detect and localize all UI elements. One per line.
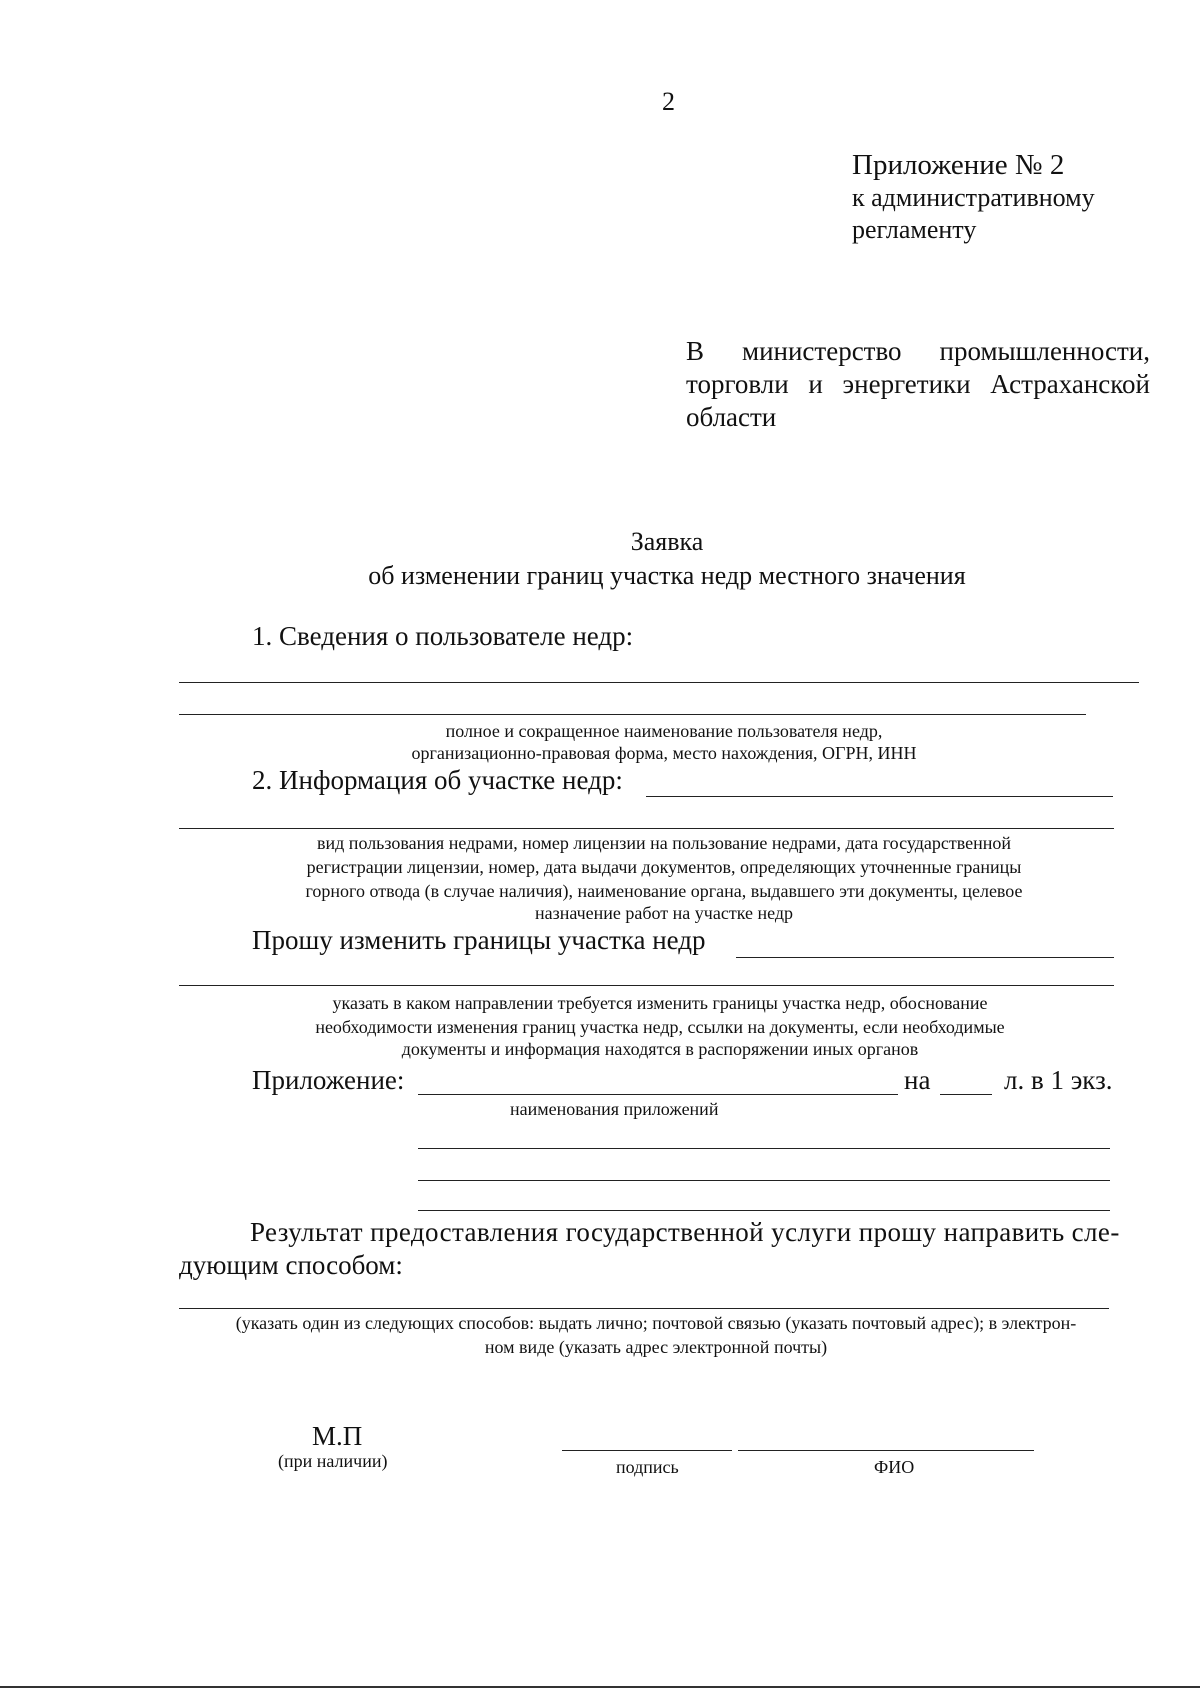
section2-label: 2. Информация об участке недр:: [252, 765, 623, 795]
stamp-label: М.П: [312, 1421, 363, 1451]
addressee-block: [686, 335, 1150, 434]
signature-field[interactable]: [562, 1450, 732, 1451]
name-label: ФИО: [874, 1457, 915, 1477]
addressee-line2: торговли и энергетики Астраханской: [686, 369, 1150, 399]
section1-field-line2[interactable]: [179, 714, 1086, 715]
document-subtitle: об изменении границ участка недр местного значения: [368, 561, 966, 590]
signature-label: подпись: [616, 1457, 679, 1477]
section1-hint-line1: полное и сокращенное наименование пользователя недр,: [445, 721, 883, 741]
attachment-label: Приложение:: [252, 1065, 405, 1095]
result-line1: Результат предоставления государственной услуги прошу направить сле-: [250, 1217, 1120, 1247]
section2-hint-line3: горного отвода (в случае наличия), наименование органа, выдавшего эти документы, целевое: [305, 881, 1023, 901]
name-field[interactable]: [738, 1450, 1034, 1451]
request-field-inline[interactable]: [736, 957, 1114, 958]
section2-hint-line1: вид пользования недрами, номер лицензии на пользование недрами, дата государственной: [317, 833, 1011, 853]
attachment-hint: наименования приложений: [510, 1099, 719, 1119]
section1-field-line1[interactable]: [179, 682, 1139, 683]
section2-hint-line4: назначение работ на участке недр: [534, 903, 794, 923]
result-field-line[interactable]: [179, 1308, 1109, 1309]
request-hint-line1: указать в каком направлении требуется изменить границы участка недр, обоснование: [332, 993, 988, 1013]
attachment-sheets: л. в 1 экз.: [1004, 1065, 1113, 1095]
attachment-extra-line2[interactable]: [418, 1180, 1110, 1181]
section2-hint-line2: регистрации лицензии, номер, дата выдачи документов, определяющих уточненные границы: [306, 857, 1022, 877]
stamp-hint: (при наличии): [278, 1451, 388, 1471]
page-number: 2: [662, 87, 675, 116]
attachment-sheets-field[interactable]: [940, 1094, 992, 1095]
request-field-line2[interactable]: [179, 985, 1114, 986]
attachment-extra-line1[interactable]: [418, 1148, 1110, 1149]
appendix-line2: к административному: [852, 183, 1095, 212]
section1-label: 1. Сведения о пользователе недр:: [252, 621, 634, 651]
request-hint-line2: необходимости изменения границ участка недр, ссылки на документы, если необходимые: [315, 1017, 1005, 1037]
addressee-line3: области: [686, 402, 777, 432]
result-hint-line1: (указать один из следующих способов: выдать лично; почтовой связью (указать почтовый адрес); в электрон-: [235, 1313, 1077, 1333]
request-label: Прошу изменить границы участка недр: [252, 925, 706, 955]
section2-field-inline[interactable]: [646, 796, 1113, 797]
result-line2: дующим способом:: [179, 1250, 403, 1280]
request-hint-line3: документы и информация находятся в распоряжении иных органов: [401, 1039, 919, 1059]
appendix-title: Приложение № 2: [852, 149, 1065, 181]
addressee-line1: В министерство промышленности,: [686, 336, 1150, 366]
section2-field-line2[interactable]: [179, 828, 1114, 829]
appendix-block: [852, 148, 1095, 246]
attachment-on: на: [904, 1065, 931, 1095]
appendix-line3: регламенту: [852, 215, 977, 244]
scan-bottom-edge: [0, 1686, 1200, 1688]
attachment-extra-line3[interactable]: [418, 1210, 1110, 1211]
document-title: Заявка: [630, 527, 704, 556]
section1-hint-line2: организационно-правовая форма, место нахождения, ОГРН, ИНН: [411, 743, 917, 763]
result-hint-line2: ном виде (указать адрес электронной почты): [484, 1337, 828, 1357]
attachment-name-field[interactable]: [418, 1094, 898, 1095]
